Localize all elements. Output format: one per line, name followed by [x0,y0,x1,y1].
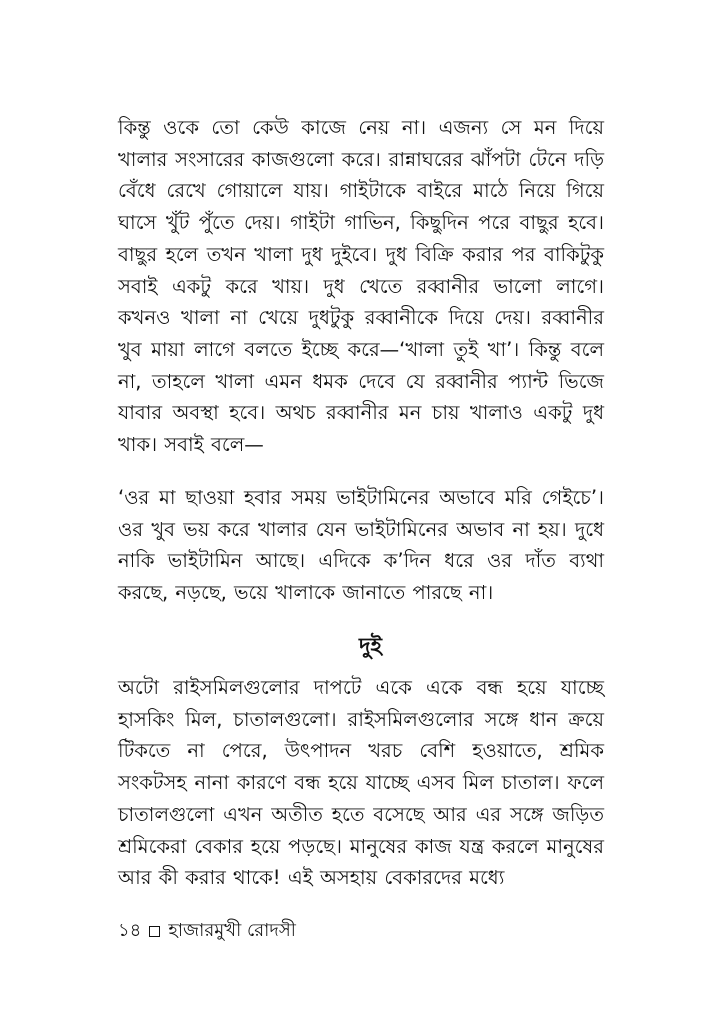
page-footer [118,918,296,944]
section-heading [0,632,721,662]
paragraph: অটো রাইসমিলগুলোর দাপটে একে একে বন্ধ হয়ে যাচ্ছে হাসকিং মিল, চাতালগুলো। রাইসমিলগুলোর সঙ্গে ধান ক্রয়ে টিকতে না পেরে, উৎপাদন খরচ বেশি হওয়াতে, শ্রমিক সংকটসহ নানা কারণে বন্ধ হয়ে যাচ্ছে এসব মিল চাতাল। ফলে চাতালগুলো এখন অতীত হতে বসেছে আর এর সঙ্গে জড়িত শ্রমিকেরা বেকার হয়ে পড়ছে। মানুষের কাজ যন্ত্র করলে মানুষের আর কী করার থাকে! এই অসহায় বেকারদের মধ্যে [118,676,604,890]
square-separator-icon [149,926,160,937]
section-heading-text: দুই [358,634,382,659]
body-text-block-2 [118,482,604,609]
body-text-block-1 [118,112,604,461]
book-title: হাজারমুখী রোদসী [168,920,296,941]
body-text-block-3 [118,672,604,894]
paragraph: কিন্তু ওকে তো কেউ কাজে নেয় না। এজন্য সে মন দিয়ে খালার সংসারের কাজগুলো করে। রান্নাঘরের ঝাঁপটা টেনে দড়ি বেঁধে রেখে গোয়ালে যায়। গাইটাকে বাইরে মাঠে নিয়ে গিয়ে ঘাসে খুঁট পুঁতে দেয়। গাইটা গাভিন, কিছুদিন পরে বাছুর হবে। বাছুর হলে তখন খালা দুধ দুইবে। দুধ বিক্রি করার পর বাকিটুকু সবাই একটু করে খায়। দুধ খেতে রব্বানীর ভালো লাগে। কখনও খালা না খেয়ে দুধটুকু রব্বানীকে দিয়ে দেয়। রব্বানীর খুব মায়া লাগে বলতে ইচ্ছে করে—‘খালা তুই খা’। কিন্তু বলে না, তাহলে খালা এমন ধমক দেবে যে রব্বানীর প্যান্ট ভিজে যাবার অবস্থা হবে। অথচ রব্বানীর মন চায় খালাও একটু দুধ খাক। সবাই বলে— [118,116,604,457]
paragraph: ‘ওর মা ছাওয়া হবার সময় ভাইটামিনের অভাবে মরি গেইচে’। ওর খুব ভয় করে খালার যেন ভাইটামিনের অভাব না হয়। দুধে নাকি ভাইটামিন আছে। এদিকে ক’দিন ধরে ওর দাঁত ব্যথা করছে, নড়ছে, ভয়ে খালাকে জানাতে পারছে না। [118,486,604,605]
page-number: ১৪ [118,920,142,941]
